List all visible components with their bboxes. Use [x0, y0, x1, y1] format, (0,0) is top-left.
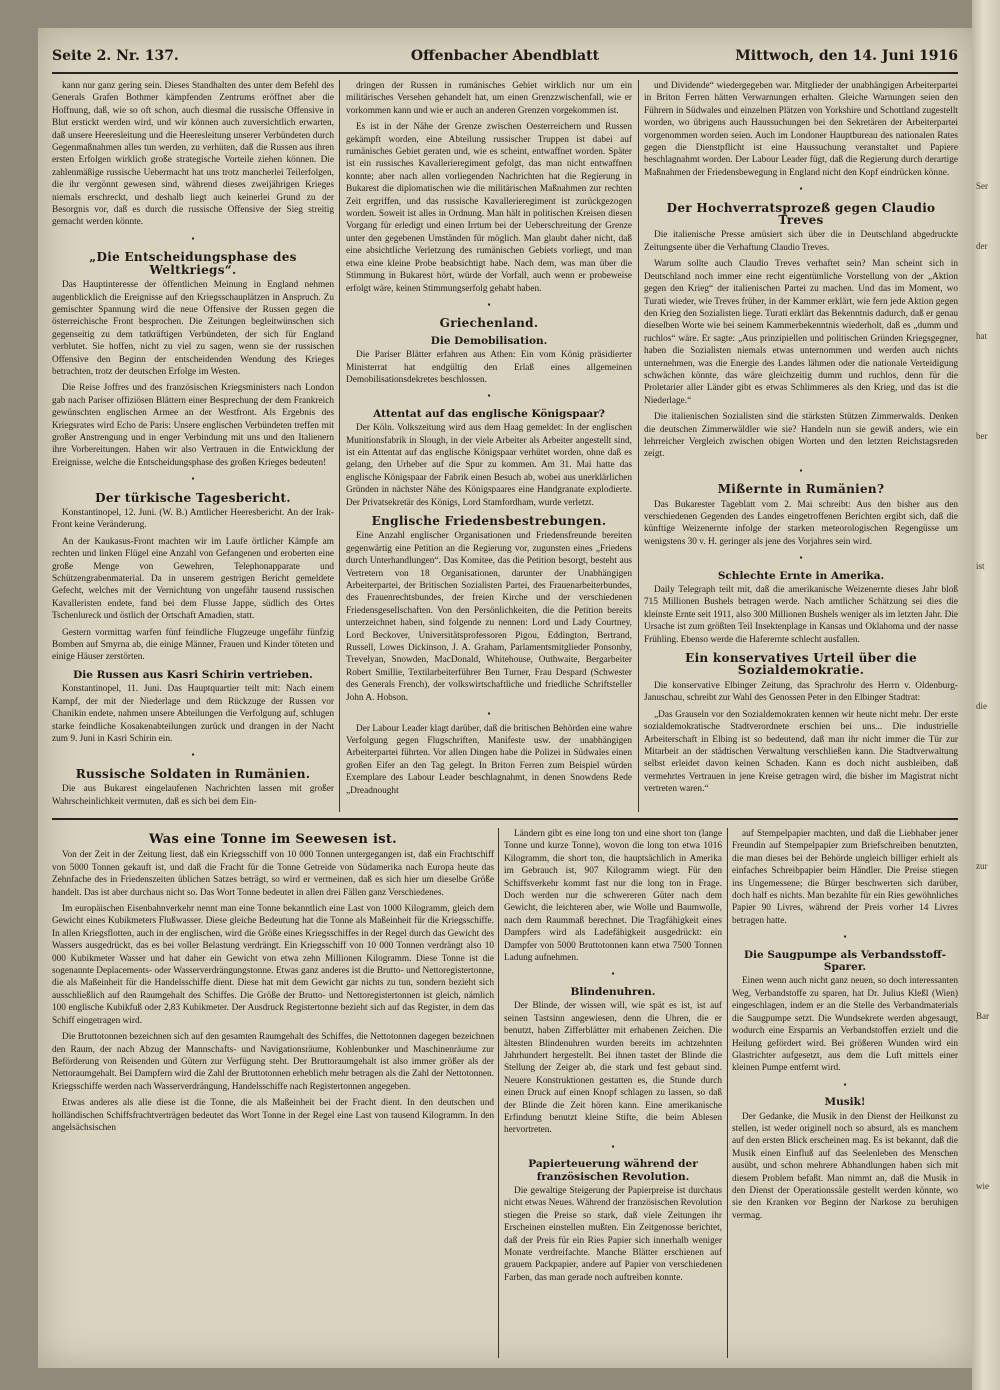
separator: ▪	[799, 184, 803, 194]
separator: ▪	[191, 474, 195, 484]
feuilleton-column-3	[732, 828, 958, 1358]
article-text: Die gewaltige Steigerung der Papierpreise ist durchaus nicht etwas Neues. Während der französischen Revolution stiegen die Preise so stark, daß viele Zeitungen ihr Erscheinen einstellen mußten. Ein Zeitgenosse berichtet, daß der Preis für ein Ries Papier sich innerhalb weniger Monate verdreifachte. Manche Blätter erschienen auf grauem Packpapier, andere auf Papier von verschiedenen Farben, das man gerade noch auftreiben konnte.	[504, 1185, 722, 1283]
separator: ▪	[487, 709, 491, 719]
article-text: und Dividende“ wiedergegeben war. Mitglieder der unabhängigen Arbeiterpartei in Briton Ferren hätten Verwarnungen erhalten. Gleiche Warnungen seien den Führern in Südwales und einzelnen Plätzen von Yorkshire und Schottland zugestellt worden, wo übrigens auch Haussuchungen bei den Sekretären der Arbeiterpartei vorgenommen worden seien. Auch im Londoner Hauptbureau des nationalen Rates gegen die Dienstpflicht ist eine Haussuchung veranstaltet und Papiere beschlagnahmt worden. Der Labour Leader fügt, daß die Regierung durch derartige Maßnahmen der Friedensbewegung in England nicht den Kopf eindrücken könne.	[644, 81, 958, 178]
article-text: Das Hauptinteresse der öffentlichen Meinung in England nehmen augenblicklich die Ereignisse auf den Kriegsschauplätzen in Anspruch. Zu gemischter Spannung wird die neue Offensive der Russen gegen die österreichische Front besprochen. Die Zeitungen begleitwünschen sich gegenseitig zu dem tatkräftigen Verbündeten, der sich für England verblutet. Sie hoffen, nicht zu viel zu sagen, wenn sie der russischen Offensive den Beginn der entscheidenden Wendung des Krieges betrachten, trotz der deutschen Erfolge im Westen.	[52, 280, 334, 377]
separator: ▪	[191, 233, 195, 243]
adjacent-page-edge	[972, 0, 1000, 1390]
separator: ▪	[843, 932, 847, 942]
subheadline-demobilisation: Die Demobilisation.	[430, 334, 548, 347]
column-rule	[339, 80, 340, 812]
article-text: Die Bruttotonnen bezeichnen sich auf den gesamten Raumgehalt des Schiffes, die Nettotonnen dagegen bezeichnen den Raum, der nach Abzug der Mannschafts- und Navigationsräume, Kohlenbunker und Maschinenräume zur Beförderung von Reisenden und Gütern zur Verfügung steht. Der Bruttoraumgehalt ist also immer größer als der Nettoraumgehalt. Bei Dampfern wird die Zahl der Bruttotonnen erheblich mehr betragen als die Zahl der Nettotonnen. Kriegsschiffe werden nach Wasserverdrängung, Handelsschiffe nach Registertonnen angegeben.	[52, 1032, 494, 1092]
feuilleton-rule	[52, 818, 958, 820]
column-rule	[638, 80, 639, 812]
article-text: Die aus Bukarest eingelaufenen Nachrichten lassen mit großer Wahrscheinlichkeit vermuten, daß es sich bei dem Ein-	[52, 784, 334, 807]
edge-word: hat	[976, 331, 987, 341]
headline-saugpumpe: Die Saugpumpe als Verbandsstoff-Sparer.	[743, 948, 947, 974]
headline-tonne: Was eine Tonne im Seewesen ist.	[148, 832, 398, 847]
article-text: Von der Zeit in der Zeitung liest, daß ein Kriegsschiff von 10 000 Tonnen untergegangen ist, daß ein Frachtschiff von 5000 Tonnen gekauft ist, und daß die Fracht für die Tonne Getreide von Südamerika nach Europa heute das Zehnfache des in Friedenszeiten üblichen Satzes beträgt, so wird er vermeinen, daß es sich hier um dieselbe Größe handelt. Das ist aber durchaus nicht so. Das Wort Tonne bedeutet in allen drei Fällen ganz Verschiedenes.	[52, 850, 494, 898]
article-text: Im europäischen Eisenbahnverkehr nennt man eine Tonne bekanntlich eine Last von 1000 Kilogramm, gleich dem Gewicht eines Kubikmeters Flußwasser. Diese gleiche Bedeutung hat die Tonne als Maßeinheit für die Kriegsschiffe. In allen Kriegsflotten, auch in der englischen, wird die Größe eines Kriegsschiffes in der Regel durch das Gewicht des Wassers ausgedrückt, das es bei voller Belastung verdrängt. Ein Kriegsschiff von 10 000 Tonnen verdrängt also 10 000 Kubikmeter Wasser und hat daher ein Gewicht von etwa zehn Millionen Kilogramm. Diese Tonne ist die sogenannte Deplacements- oder Wasserverdrängungstonne. Etwas ganz anderes ist die Brutto- und Nettoregistertonne, die als Maßeinheit für die Handelsschiffe dient. Diese hat mit dem Gewicht gar nichts zu tun, sondern bezieht sich ausschließlich auf den Raumgehalt des Schiffes. Die Größe der Brutto- und Nettoregistertonnen ist gleich, nämlich 100 englische Kubikfuß oder 2,83 Kubikmeter. Der Ausdruck Registertonne bezieht sich auf das Register, in dem das Schiff eingetragen wird.	[52, 904, 494, 1026]
headline-griechenland: Griechenland.	[439, 316, 539, 331]
article-text: Der Gedanke, die Musik in den Dienst der Heilkunst zu stellen, ist weder originell noch so absurd, als es manchem auf den ersten Blick erscheinen mag. Es ist bekannt, daß die Musik einen Einfluß auf das Seelenleben des Menschen ausübt, und schon mehrere Abhandlungen haben sich mit diesem Problem befaßt. Man nimmt an, daß die Musik in den Dienst der Operationssäle gestellt werden könnte, wo sie den Kranken vor Beginn der Narkose zu beruhigen vermag.	[732, 1111, 958, 1221]
edge-word: ist	[976, 561, 985, 571]
headline-russische-soldaten: Russische Soldaten in Rumänien.	[75, 766, 311, 781]
headline-konservatives-urteil: Ein konservatives Urteil über die Sozialdemokratie.	[685, 651, 917, 678]
edge-word: die	[976, 701, 987, 711]
article-text: Der Köln. Volkszeitung wird aus dem Haag gemeldet: In der englischen Munitionsfabrik in Slough, in der viele Arbeiter als Arbeiter angestellt sind, ist ein Attentat auf das englische Königspaar verhütet worden, ohne daß es gelang, den Urheber auf die Spur zu kommen. Am 31. Mai hatte das englische Königspaar der Fabrik einen Besuch ab, wobei aus unerklärlichen Gründen in nächster Nähe des Königspaares eine Handgranate explodierte. Der Privatsekretär des Königs, Lord Stamfordham, wurde verletzt.	[346, 423, 632, 508]
headline-tuerkischer-tagesbericht: Der türkische Tagesbericht.	[95, 490, 291, 505]
article-text: Es ist in der Nähe der Grenze zwischen Oesterreichern und Russen gekämpft worden, eine Abteilung russischer Truppen ist dabei auf rumänisches Gebiet geraten und, wie es scheint, entwaffnet worden. Später ist ein russisches Kavallerieregiment gefolgt, das man nicht entwaffnen konnte; aber nach allen vorliegenden Nachrichten hat die Regierung in Bukarest die diplomatischen wie die militärischen Maßnahmen zur rechten Zeit ergriffen, und das russische Kavallerieregiment ist zurückgezogen worden. Soweit ist alles in Ordnung. Man hält in politischen Kreisen diesen Vorgang für erledigt und einen Irrtum bei der Ueberschreitung der Grenze unter den gegebenen Umständen für möglich. Man glaubt daher nicht, daß eine absichtliche Verletzung des rumänischen Gebiets vorliegt, und man etwa eine kleine Probe beabsichtigt habe. Nach dem, was man über die Stimmung in Bukarest hört, würde der Vorfall, auch wenn er probeweise erfolgt wäre, keinen Stimmungserfolg gehabt haben.	[346, 122, 632, 294]
article-text: Der Blinde, der wissen will, wie spät es ist, ist auf seinen Tastsinn angewiesen, denn die Uhren, die er benutzt, haben Zifferblätter mit erhabenen Zeichen. Die ältesten Blindenuhren wurden bereits im achtzehnten Jahrhundert hergestellt. Bei ihnen tastet der Blinde die Stellung der Zeiger ab, die stark und fest gebaut sind. Neuere Konstruktionen gestatten es, die Stunde durch einen Druck auf einen Knopf schlagen zu lassen, so daß der Blinde die Zeit hören kann. Eine amerikanische Erfindung benutzt kleine Stifte, die beim Ablesen hervortreten.	[504, 1001, 722, 1136]
headline-musik: Musik!	[824, 1096, 866, 1109]
page-number: Seite 2. Nr. 137.	[52, 48, 179, 64]
column-rule	[727, 828, 728, 1358]
article-text: Etwas anderes als alle diese ist die Tonne, die als Maßeinheit bei der Fracht dient. In den deutschen und holländischen Schiffsfrachtverträgen bedeutet das Wort Tonne in der Regel eine Last von tausend Kilogramm. In den angelsächsischen	[52, 1098, 494, 1133]
headline-attentat: Attentat auf das englische Königspaar?	[373, 407, 605, 420]
edge-word: ber	[976, 431, 988, 441]
article-text: „Das Grauseln vor den Sozialdemokraten kennen wir heute nicht mehr. Der erste sozialdemokratische Stadtverordnete erschien bei uns... Die industrielle Arbeiterschaft in Elbing ist so bedeutend, daß man ihr nicht immer die Tür zur Mitarbeit an der städtischen Verwaltung verschließen kann. Die Stadtverwaltung selbst erleidet davon keinen Schaden. Kann es doch nicht ausbleiben, daß vermehrtes Vertrauen in jene Kreise getragen wird, die bisher im Magistrat nicht vertreten waren.“	[644, 709, 958, 795]
edge-word: Bar	[976, 1011, 989, 1021]
headline-treves: Der Hochverratsprozeß gegen Claudio Treves	[666, 200, 936, 228]
article-text: Konstantinopel, 12. Juni. (W. B.) Amtlicher Heeresbericht. An der Irak-Front keine Veränderung.	[52, 508, 334, 531]
issue-date: Mittwoch, den 14. Juni 1916	[735, 48, 958, 64]
article-text: Die italienischen Sozialisten sind die stärksten Stützen Zimmerwalds. Denken die deutschen Zimmerwäldler wie sie? Handeln nun sie gewiß anders, wie ein lehrreicher Vergleich zwischen obigen Worten und den letzten Reichstagsreden zeigt.	[644, 412, 958, 460]
article-text: Daily Telegraph teilt mit, daß die amerikanische Weizenernte dieses Jahr bloß 715 Millionen Bushels betragen werde. Nach amtlicher Schätzung sei dies die kleinste Ernte seit 1911, also 300 Millionen Bushels weniger als im letzten Jahr. Die Ursache ist zum größten Teil Insektenplage in Kansas und Oklahoma und der nasse Frühling. Ebenso werde die Haferernte schlecht ausfallen.	[644, 585, 958, 645]
headline-entscheidungsphase: „Die Entscheidungsphase des Weltkriegs“.	[89, 250, 297, 277]
article-text: Die italienische Presse amüsiert sich über die in Deutschland abgedruckte Zeitungsente über die Verhaftung Claudio Treves.	[644, 230, 958, 253]
article-text: Ländern gibt es eine long ton und eine short ton (lange Tonne und kurze Tonne), wovon die long ton etwa 1016 Kilogramm, die short ton, die hauptsächlich in Amerika im Gebrauch ist, 907 Kilogramm wiegt. Für den Schiffsverkehr kommt fast nur die long ton in Frage. Doch werden nur die schwereren Güter nach dem Gewicht, die leichteren aber, wie Wolle und Baumwolle, nach dem Raummaß berechnet. Die Tragfähigkeit eines Dampfers wird als Ladefähigkeit ausgedrückt: ein Dampfer von 5000 Bruttotonnen kann etwa 7500 Tonnen Ladung aufnehmen.	[504, 829, 722, 964]
article-text: dringen der Russen in rumänisches Gebiet wirklich nur um ein militärisches Versehen gehandelt hat, um einen Grenzzwischenfall, wie er vorkommen kann und wie er auch an anderen Grenzen vorgekommen ist.	[346, 81, 632, 116]
headline-missernte: Mißernte in Rumänien?	[717, 482, 885, 497]
article-text: Gestern vormittag warfen fünf feindliche Flugzeuge ungefähr fünfzig Bomben auf Smyrna ab, die einige Männer, Frauen und Kinder töteten und einige Häuser zerstörten.	[52, 627, 334, 663]
separator: ▪	[487, 391, 491, 401]
column-1	[52, 80, 334, 812]
separator: ▪	[191, 750, 195, 760]
article-text: Warum sollte auch Claudio Treves verhaftet sein? Man scheint sich in Deutschland noch immer eine recht eigentümliche Vorstellung von der „Aktion gegen den Krieg“ der italienischen Partei zu machen. Und das im Moment, wo Turati wieder, wie Treves früher, in der Kammer erklärt, wie fern jede Aktion gegen den Krieg den Sozialisten liege. Turati erklärt das Bekenntnis dadurch, daß er genau dieselben Worte wie bei seinem Kammerbekenntnis wiederholt, daß es „dumm und ruchlos“ wäre. Er sagte: „Aus prinzipiellen und politischen Gründen Kriegsgegner, haben die Sozialisten niemals etwas unternommen und werden auch nichts unternehmen, was die Energie des Landes lähmen oder die nationale Verteidigung schwächen könnte, das wäre gleichzeitig dumm und ruchlos, denn für die Proletarier aller Länder gibt es etwas Schlimmeres als den Krieg, und das ist die Niederlage.“	[644, 259, 958, 406]
article-text: Das Bukarester Tageblatt vom 2. Mai schreibt: Aus den bisher aus den verschiedenen Gegenden des Landes eingetroffenen Berichten ergibt sich, daß die künftige Weizenernte infolge der starken meteorologischen Regengüsse um wenigstens 30 v. H. geringer als jene des Vorjahres sein wird.	[644, 499, 958, 547]
article-text: auf Stempelpapier machten, und daß die Liebhaber jener Freundin auf Stempelpapier zum Briefschreiben benutzten, die man dieses bei der Behörde ungleich billiger erhielt als einfaches Schreibpapier beim Händler. Die Preise stiegen ins Ungemessene; die Bürger beschwerten sich darüber, doch half es nichts. Man bezahlte für ein Ries gewöhnliches Papier 90 Livres, während der Preis vorher 14 Livres betragen hatte.	[732, 829, 958, 926]
article-text: kann nur ganz gering sein. Dieses Standhalten des unter dem Befehl des Generals Grafen Bothmer kämpfenden Zentrums eröffnet aber die Hoffnung, daß, wie so oft schon, auch diesmal die russische Offensive in Blut erstickt werden wird, und wir können auch zuversichtlich erwarten, daß unsere Heeresleitung und die Heeresleitung unserer Verbündeten durch Gegenmaßnahmen alles tun werden, zu verhüten, daß die Russen aus ihren ersten Erfolgen wirklich große strategische Vorteile ziehen können. Die zahlenmäßige russische Uebermacht hat uns trotz mancherlei Teilerfolgen, die ihr vergönnt gewesen sind, während dieses zweijährigen Krieges niemals erschreckt, und deshalb liegt auch keinerlei Grund zu der Besorgnis vor, daß es durch die russische Offensive der Sieg streitig gemacht werden könnte.	[52, 81, 334, 228]
article-text: Die Pariser Blätter erfahren aus Athen: Ein vom König präsidierter Ministerrat hat endgültig den Erlaß eines allgemeinen Demobilisationsdekretes beschlossen.	[346, 350, 632, 385]
headline-papierteuerung: Papierteuerung während der französischen Revolution.	[528, 1158, 698, 1183]
separator: ▪	[843, 1079, 847, 1089]
page-header	[52, 46, 958, 74]
edge-word: zur	[976, 861, 988, 871]
newspaper-page	[38, 28, 972, 1368]
edge-word: der	[976, 241, 988, 251]
article-text: Der Labour Leader klagt darüber, daß die britischen Behörden eine wahre Verfolgung gegen Flugschriften, Manifeste usw. der unabhängigen Arbeiterpartei führten. Vor allen Dingen habe die Polizei in Südwales einen großen Eifer an den Tag gelegt. In Briton Ferren zum Beispiel würden Exemplare des Labour Leader beschlagnahmt, in denen Snowdens Rede „Dreadnought	[346, 723, 632, 796]
article-text: Eine Anzahl englischer Organisationen und Friedensfreunde bereiten gegenwärtig eine Petition an die Regierung vor, zugunsten eines „Friedens durch Unterhandlungen“. Das Komitee, das die Petition besorgt, besteht aus Vertretern von 18 Organisationen, darunter der Unabhängigen Arbeiterpartei, der Britischen Sozialisten Partei, des Frauenarbeiterbundes, des Frauenrechtsbundes, der freien Kirche und der verschiedenen Friedensgesellschaften. Von den Persönlichkeiten, die die Petition bereits unterzeichnet haben, sind folgende zu nennen: Lord und Lady Courtney, Lord Beckover, Universitätsprofessoren Pigou, Eddington, Bertrand, Russell, Lowes Dickinson, J. A. Graham, Parlamentsmitglieder Ponsonby, Trevelyan, Snowden, MacDonald, Whitehouse, Outhwaite, Bergarbeiter Robert Smillie, Textilarbeiterführer Ben Turner, Frau Despard (Schwester des Generals French), der volkswirtschaftliche und friedliche Schriftsteller John A. Hobson.	[346, 531, 632, 703]
article-text: An der Kaukasus-Front machten wir im Laufe örtlicher Kämpfe am rechten und linken Flügel eine Anzahl von Gefangenen und eroberten eine große Menge von Gewehren, Telephonapparate und Schützengrabenmaterial. Da in unserem gestrigen Bericht gemeldete Gefecht, welches mit der Vernichtung von ungefähr tausend russischen Kavalleristen endete, fand bei dem Flusse Jappe, südlich des Ortes Tschenlureck und östlich der Ortschaft Amadien, statt.	[52, 536, 334, 622]
headline-friedensbestrebungen: Englische Friedensbestrebungen.	[371, 514, 607, 528]
column-2	[346, 80, 632, 812]
feuilleton-column-2	[504, 828, 722, 1358]
feuilleton-column-1	[52, 828, 494, 1358]
article-text: Die Reise Joffres und des französischen Kriegsministers nach London gab nach Pariser offiziösen Blättern einer Besprechung der dem Frankreich gewünschten englischen Armee an der Westfront. Als Ergebnis des Kriegsrates wird Echo de Paris: Unsere englischen Verbündeten treffen mit großer Anstrengung und in enger Verbindung mit uns und den Italienern ihre Vorbereitungen. Haben wir also Vertrauen in die Entwicklung der Ereignisse, welche die Entscheidungsphase des großen Krieges bedeuten!	[52, 383, 334, 468]
headline-blindenuhren: Blindenuhren.	[570, 985, 656, 998]
separator: ▪	[611, 1141, 615, 1151]
article-text: Konstantinopel, 11. Juni. Das Hauptquartier teilt mit: Nach einem Kampf, der mit der Niederlage und dem Rückzuge der Russen vor Chanikin endete, nahmen unsere Abteilungen die Verfolgung auf, schlugen starke feindliche Kosakenabteilungen zurück und drangen in der Nacht zum 9. Juni in Kasri Schirin ein.	[52, 684, 334, 744]
separator: ▪	[487, 299, 491, 309]
edge-word: Ser	[976, 181, 988, 191]
column-3	[644, 80, 958, 812]
article-text: Einen wenn auch nicht ganz neuen, so doch interessanten Weg, Verbandstoffe zu sparen, hat Dr. Julius Kleßl (Wien) eingeschlagen, indem er an die Stelle des Verbandmaterials die Saugpumpe setzt. Die Wundsekrete werden abgesaugt, wodurch eine Ersparnis an Verbandstoffen erzielt und die Heilung gefördert wird. Bei größeren Wunden wird ein Glastrichter aufgesetzt, aus dem die Luft mittels einer kleinen Pumpe entfernt wird.	[732, 976, 958, 1074]
separator: ▪	[799, 465, 803, 475]
column-rule	[498, 828, 499, 1358]
edge-word: wie	[976, 1181, 989, 1191]
newspaper-title: Offenbacher Abendblatt	[410, 48, 600, 64]
separator: ▪	[611, 969, 615, 979]
separator: ▪	[799, 553, 803, 563]
headline-kasri-schirin: Die Russen aus Kasri Schirin vertrieben.	[73, 668, 313, 681]
article-text: Die konservative Elbinger Zeitung, das Sprachrohr des Herrn v. Oldenburg-Januschau, schreibt zur Wahl des Genossen Peter in den Elbinger Stadtrat:	[644, 680, 958, 704]
headline-schlechte-ernte: Schlechte Ernte in Amerika.	[717, 569, 885, 582]
